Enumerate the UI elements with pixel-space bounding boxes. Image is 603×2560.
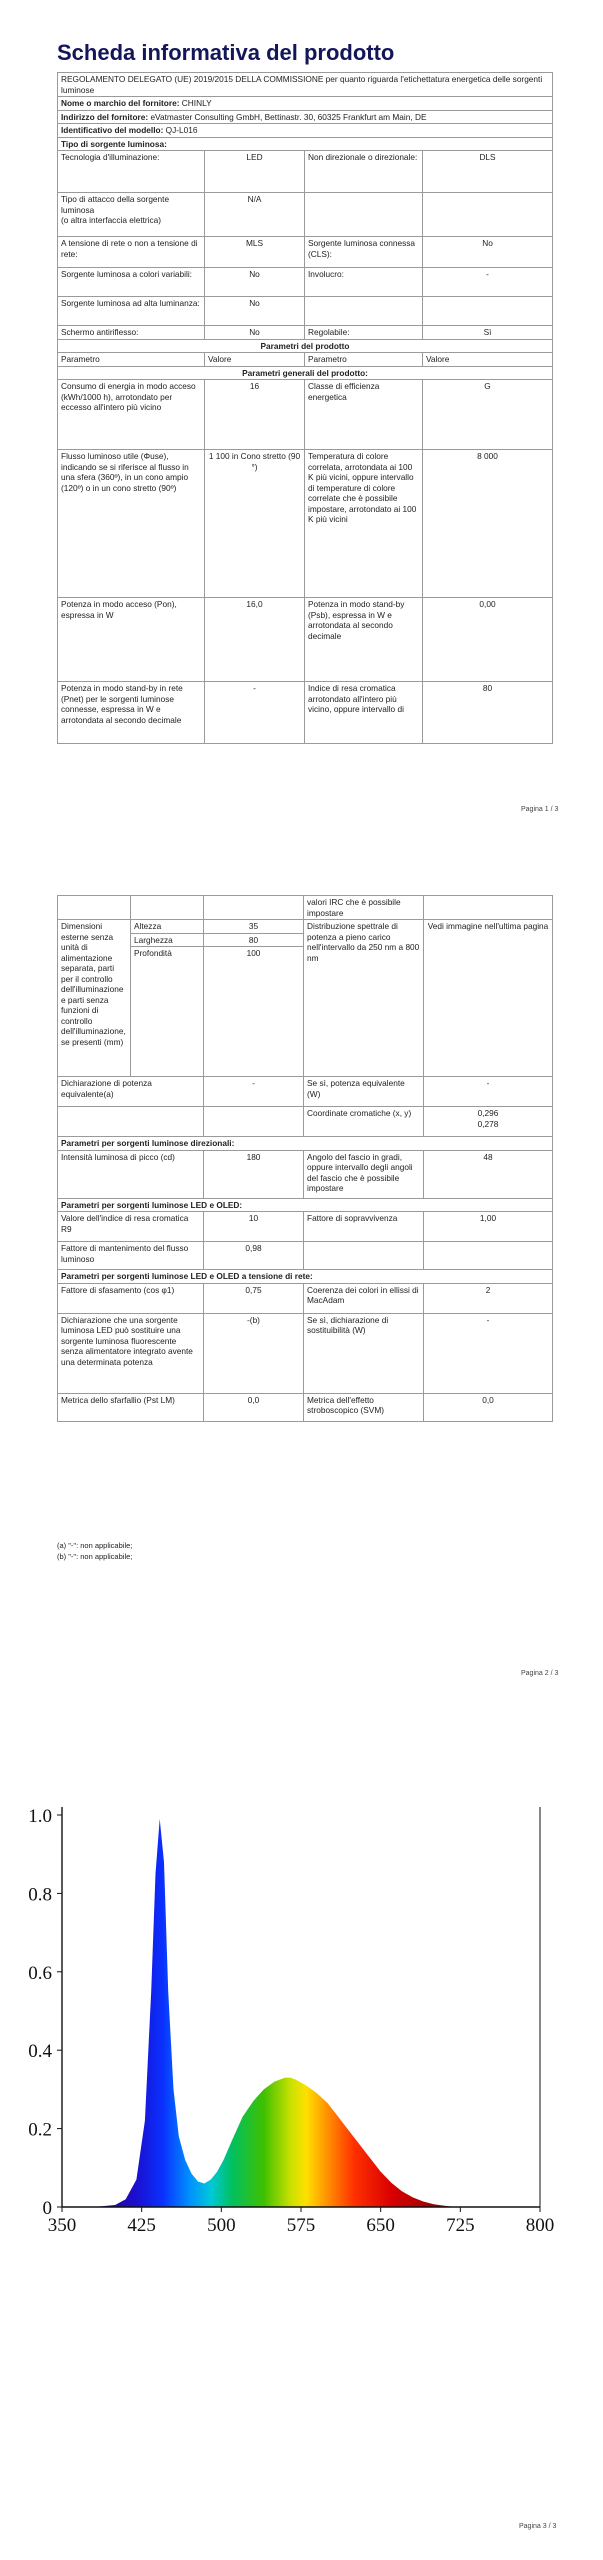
x-tick-label: 650 <box>366 2215 395 2236</box>
cell-label <box>305 193 423 237</box>
x-tick-label: 500 <box>207 2215 236 2236</box>
address-value: eVatmaster Consulting GmbH, Bettinastr. 30, 60325 Frankfurt am Main, DE <box>150 111 427 122</box>
x-tick-label: 725 <box>446 2215 475 2236</box>
equiv-label: Dichiarazione di potenza equivalente(a) <box>58 1077 204 1107</box>
page-title: Scheda informativa del prodotto <box>57 40 395 65</box>
cell-value: -(b) <box>204 1313 304 1393</box>
cell-value: 16,0 <box>205 598 305 682</box>
cell-value: N/A <box>205 193 305 237</box>
cell-value: No <box>205 268 305 297</box>
cell-value: Sì <box>423 326 553 340</box>
cell-label: Potenza in modo stand-by in rete (Pnet) per le sorgenti luminose connesse, espressa in W e arrotondata al secondo decimale <box>58 682 205 744</box>
supplier-label: Nome o marchio del fornitore: <box>61 98 180 108</box>
cell-label: Classe di efficienza energetica <box>305 380 423 450</box>
address-row <box>58 110 553 124</box>
cell-value: 0,00 <box>423 598 553 682</box>
chroma-values <box>424 1107 553 1137</box>
cell-value <box>423 297 553 326</box>
dim-value: 35 <box>204 920 304 934</box>
product-parameters-header: Parametri del prodotto <box>58 339 553 353</box>
cell-value: 16 <box>205 380 305 450</box>
spectral-value: Vedi immagine nell'ultima pagina <box>424 920 553 1077</box>
led-header: Parametri per sorgenti luminose LED e OLED: <box>58 1198 553 1212</box>
x-tick-label: 350 <box>47 2215 77 2236</box>
cell-label: Valore dell'indice di resa cromatica R9 <box>58 1212 204 1242</box>
y-tick-label: 0.2 <box>28 2119 52 2141</box>
cell-label: Fattore di mantenimento del flusso luminoso <box>58 1242 204 1270</box>
cell-label: Regolabile: <box>305 326 423 340</box>
cell-label: Temperatura di colore correlata, arrotondata ai 100 K più vicini, oppure intervallo di temperature di colore correlate che è possibile impostare, arrotondato ai 100 K più vicini <box>305 450 423 598</box>
cell-value: 0,0 <box>424 1393 553 1421</box>
cell-value: No <box>423 237 553 268</box>
cell-label: Consumo di energia in modo acceso (kWh/1000 h), arrotondato per eccesso all'intero più vicino <box>58 380 205 450</box>
cell-value: 1 100 in Cono stretto (90 °) <box>205 450 305 598</box>
cell-label: Flusso luminoso utile (Φuse), indicando se si riferisce al flusso in una sfera (360º), in un cono ampio (120º) o in un cono stretto (90º) <box>58 450 205 598</box>
model-row <box>58 124 553 138</box>
cell-label: Non direzionale o direzionale: <box>305 151 423 193</box>
x-tick-label: 800 <box>525 2215 555 2236</box>
dimensions-label: Dimensioni esterne senza unità di alimentazione separata, parti per il controllo dell'illuminazione e parti senza funzioni di controllo dell'illuminazione, se presenti (mm) <box>58 920 131 1077</box>
cell-label: Dichiarazione che una sorgente luminosa LED può sostituire una sorgente luminosa fluorescente senza alimentatore integrato avente una determinata potenza <box>58 1313 204 1393</box>
regulation-text: REGOLAMENTO DELEGATO (UE) 2019/2015 DELLA COMMISSIONE per quanto riguarda l'etichettatura energetica delle sorgenti luminose <box>58 73 553 97</box>
spectral-label: Distribuzione spettrale di potenza a pieno carico nell'intervallo da 250 nm a 800 nm <box>304 920 424 1077</box>
general-parameters-header: Parametri generali del prodotto: <box>58 366 553 380</box>
cell-value: 80 <box>423 682 553 744</box>
cell-value: 2 <box>424 1283 553 1313</box>
mains-header: Parametri per sorgenti luminose LED e OLED a tensione di rete: <box>58 1270 553 1284</box>
cell-label: A tensione di rete o non a tensione di rete: <box>58 237 205 268</box>
y-tick-label: 0.6 <box>28 1962 52 1984</box>
cell-label: Se sì, dichiarazione di sostituibilità (W) <box>304 1313 424 1393</box>
cell-label: Fattore di sfasamento (cos φ1) <box>58 1283 204 1313</box>
cell-label: Schermo antiriflesso: <box>58 326 205 340</box>
cell-value: DLS <box>423 151 553 193</box>
spectrum-area <box>94 1819 455 2207</box>
cell-label: Coerenza dei colori in ellissi di MacAdam <box>304 1283 424 1313</box>
product-info-table-continued <box>57 895 553 1422</box>
chroma-x: 0,296 <box>477 1108 499 1118</box>
cell-label: Potenza in modo acceso (Pon), espressa in W <box>58 598 205 682</box>
footnote-a: (a) "-": non applicabile; <box>57 1541 133 1550</box>
cell-value: - <box>424 1313 553 1393</box>
y-tick-label: 0.8 <box>28 1884 52 1906</box>
cell-label: Indice di resa cromatica arrotondato all'intero più vicino, oppure intervallo di <box>305 682 423 744</box>
y-tick-label: 1.0 <box>28 1806 52 1827</box>
model-value: QJ-L016 <box>165 125 198 135</box>
cell-label: Involucro: <box>305 268 423 297</box>
cell-value: - <box>205 682 305 744</box>
dim-value: 100 <box>204 947 304 1077</box>
cell-label: Sorgente luminosa connessa (CLS): <box>305 237 423 268</box>
col-header-param: Parametro <box>58 353 205 367</box>
cell-value: 0,75 <box>204 1283 304 1313</box>
directional-header: Parametri per sorgenti luminose direzionali: <box>58 1137 553 1151</box>
x-tick-label: 575 <box>286 2215 316 2236</box>
spectral-distribution-chart <box>0 1720 603 2260</box>
cell-value: No <box>205 297 305 326</box>
cell-value: LED <box>205 151 305 193</box>
footnotes <box>57 1540 132 1562</box>
cell-value: - <box>423 268 553 297</box>
cell-label: Tipo di attacco della sorgente luminosa (o altra interfaccia elettrica) <box>58 193 205 237</box>
col-header-value: Valore <box>423 353 553 367</box>
dim-label: Profondità <box>131 947 204 1077</box>
page-1 <box>0 0 603 860</box>
page-number: Pagina 3 / 3 <box>519 2523 557 2530</box>
cell-value <box>423 193 553 237</box>
dim-label: Altezza <box>131 920 204 934</box>
equiv-value: - <box>204 1077 304 1107</box>
cell-value: 1,00 <box>424 1212 553 1242</box>
cell-value: 180 <box>204 1150 304 1198</box>
dim-label: Larghezza <box>131 933 204 947</box>
cell-label: Sorgente luminosa ad alta luminanza: <box>58 297 205 326</box>
equiv-power-label: Se sì, potenza equivalente (W) <box>304 1077 424 1107</box>
cell-label: Tecnologia d'illuminazione: <box>58 151 205 193</box>
cell-label <box>305 297 423 326</box>
dim-value: 80 <box>204 933 304 947</box>
product-info-table <box>57 72 553 744</box>
y-tick-label: 0.4 <box>28 2041 52 2063</box>
cell-value: 10 <box>204 1212 304 1242</box>
cell-value: MLS <box>205 237 305 268</box>
cell-value: 0,0 <box>204 1393 304 1421</box>
cell-value: G <box>423 380 553 450</box>
cell-label: Metrica dello sfarfallio (Pst LM) <box>58 1393 204 1421</box>
equiv-power-value: - <box>424 1077 553 1107</box>
continued-text: valori IRC che è possibile impostare <box>304 896 424 920</box>
cell-label: Angolo del fascio in gradi, oppure intervallo degli angoli del fascio che è possibile impostare <box>304 1150 424 1198</box>
address-label: Indirizzo del fornitore: <box>61 111 149 122</box>
chroma-label: Coordinate cromatiche (x, y) <box>304 1107 424 1137</box>
supplier-value: CHINLY <box>181 98 212 108</box>
page-number: Pagina 2 / 3 <box>521 1670 559 1677</box>
cell-value: 0,98 <box>204 1242 304 1270</box>
col-header-value: Valore <box>205 353 305 367</box>
supplier-row <box>58 97 553 111</box>
cell-label: Intensità luminosa di picco (cd) <box>58 1150 204 1198</box>
chroma-y: 0,278 <box>477 1118 499 1129</box>
cell-value: No <box>205 326 305 340</box>
page-2 <box>0 860 603 1720</box>
cell-value: 48 <box>424 1150 553 1198</box>
cell-label: Fattore di sopravvivenza <box>304 1212 424 1242</box>
cell-label: Potenza in modo stand-by (Psb), espressa in W e arrotondata al secondo decimale <box>305 598 423 682</box>
cell-label: Metrica dell'effetto stroboscopico (SVM) <box>304 1393 424 1421</box>
model-label: Identificativo del modello: <box>61 125 164 135</box>
light-source-type-header: Tipo di sorgente luminosa: <box>58 137 553 151</box>
footnote-b: (b) "-": non applicabile; <box>57 1552 133 1561</box>
page-3 <box>0 1720 603 2560</box>
x-tick-label: 425 <box>127 2215 156 2236</box>
cell-value: 8 000 <box>423 450 553 598</box>
page-number: Pagina 1 / 3 <box>521 806 559 813</box>
cell-label: Sorgente luminosa a colori variabili: <box>58 268 205 297</box>
y-tick-label: 0 <box>42 2198 52 2219</box>
col-header-param: Parametro <box>305 353 423 367</box>
